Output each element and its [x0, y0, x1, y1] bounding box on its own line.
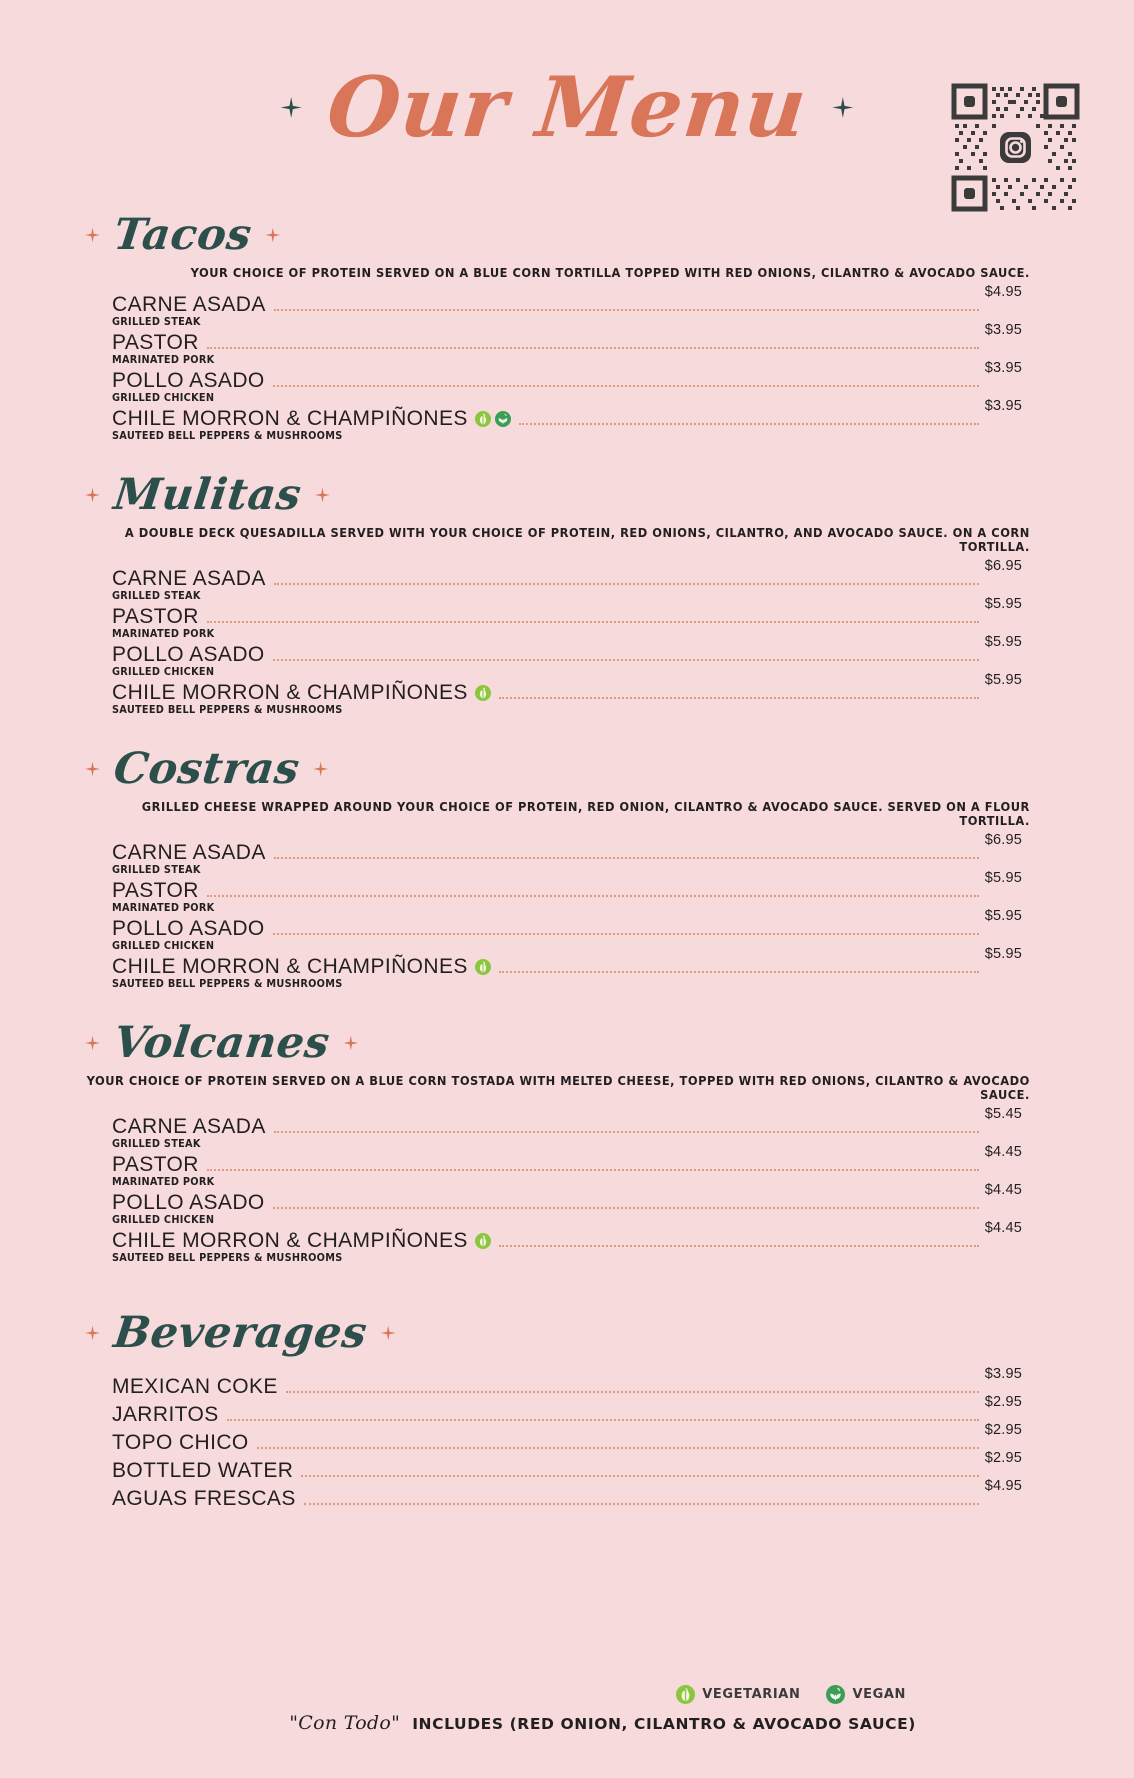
menu-item-price: $4.95 — [984, 284, 1022, 300]
leader-dots — [273, 1207, 979, 1209]
menu-item-line — [112, 1422, 1022, 1455]
menu-item-line — [112, 1366, 1022, 1399]
menu-section-costras — [0, 740, 1134, 990]
menu-item-name: POLLO ASADO — [112, 917, 265, 940]
menu-item-price: $3.95 — [984, 1366, 1022, 1382]
menu-item — [112, 1106, 1022, 1150]
menu-header — [0, 0, 1134, 200]
menu-item-description: SAUTEED BELL PEPPERS & MUSHROOMS — [112, 430, 343, 442]
menu-item-name: CHILE MORRON & CHAMPIÑONES — [112, 1229, 468, 1252]
menu-item-price: $4.45 — [984, 1220, 1022, 1236]
legend-label: VEGAN — [852, 1687, 906, 1702]
leader-dots — [207, 1169, 979, 1171]
menu-item — [112, 558, 1022, 602]
menu-item-description: SAUTEED BELL PEPPERS & MUSHROOMS — [112, 1252, 343, 1264]
menu-section-mulitas — [0, 466, 1134, 716]
menu-item-name: BOTTLED WATER — [112, 1459, 294, 1482]
leader-dots — [257, 1447, 979, 1449]
menu-item-price: $2.95 — [984, 1450, 1022, 1466]
menu-item — [112, 1366, 1022, 1399]
menu-item-name: PASTOR — [112, 879, 199, 902]
menu-item-price: $6.95 — [984, 558, 1022, 574]
star-decoration-icon — [85, 1036, 100, 1051]
menu-item-description: MARINATED PORK — [112, 354, 215, 366]
menu-item-line — [112, 1394, 1022, 1427]
item-diet-badges — [475, 411, 511, 427]
leader-dots — [286, 1391, 979, 1393]
menu-item — [112, 1422, 1022, 1455]
menu-item-line — [112, 284, 1022, 317]
menu-sections — [0, 206, 1134, 1511]
menu-item-price: $3.95 — [984, 398, 1022, 414]
menu-item-description: GRILLED STEAK — [112, 590, 201, 602]
section-title: Tacos — [110, 209, 255, 260]
instagram-qr-code-icon[interactable] — [950, 82, 1081, 213]
star-decoration-icon — [85, 762, 100, 777]
menu-item-price: $5.95 — [984, 870, 1022, 886]
menu-item-description: GRILLED STEAK — [112, 1138, 201, 1150]
menu-item-name: CHILE MORRON & CHAMPIÑONES — [112, 681, 468, 704]
section-title: Volcanes — [110, 1017, 333, 1068]
menu-item-description: GRILLED CHICKEN — [112, 1214, 215, 1226]
section-item-list — [0, 1366, 1134, 1511]
leader-dots — [207, 895, 979, 897]
menu-item — [112, 284, 1022, 328]
item-diet-badges — [475, 685, 491, 701]
menu-item-description: SAUTEED BELL PEPPERS & MUSHROOMS — [112, 978, 343, 990]
menu-item-name: PASTOR — [112, 1153, 199, 1176]
leader-dots — [274, 857, 979, 859]
menu-section-volcanes — [0, 1014, 1134, 1264]
section-title: Mulitas — [110, 469, 305, 520]
menu-footer — [0, 1685, 1134, 1734]
vegetarian-badge-icon — [475, 1233, 491, 1249]
menu-item-description: GRILLED STEAK — [112, 864, 201, 876]
leader-dots — [273, 659, 979, 661]
menu-item-price: $6.95 — [984, 832, 1022, 848]
menu-item — [112, 832, 1022, 876]
star-decoration-right-icon — [832, 97, 853, 118]
menu-item-line — [112, 558, 1022, 591]
menu-item-price: $5.95 — [984, 672, 1022, 688]
item-diet-badges — [475, 959, 491, 975]
leader-dots — [273, 385, 979, 387]
menu-item-name: POLLO ASADO — [112, 643, 265, 666]
vegetarian-badge-icon — [475, 411, 491, 427]
star-decoration-icon — [313, 762, 328, 777]
leader-dots — [499, 697, 979, 699]
menu-item-description: MARINATED PORK — [112, 902, 215, 914]
diet-legend — [0, 1685, 1134, 1704]
menu-item-name: POLLO ASADO — [112, 1191, 265, 1214]
star-decoration-icon — [315, 488, 330, 503]
section-header — [0, 206, 1134, 264]
star-decoration-icon — [85, 1326, 100, 1341]
menu-item-price: $4.95 — [984, 1478, 1022, 1494]
section-description: YOUR CHOICE OF PROTEIN SERVED ON A BLUE CORN TORTILLA TOPPED WITH RED ONIONS, CILANTRO & AVOCADO SAUCE. — [190, 266, 1030, 280]
star-decoration-icon — [343, 1036, 358, 1051]
menu-item-price: $2.95 — [984, 1394, 1022, 1410]
menu-item-description: GRILLED CHICKEN — [112, 392, 215, 404]
star-decoration-icon — [85, 488, 100, 503]
section-item-list — [0, 284, 1134, 442]
section-header — [0, 466, 1134, 524]
menu-item-price: $4.45 — [984, 1182, 1022, 1198]
section-item-list — [0, 832, 1134, 990]
page-title: Our Menu — [322, 58, 812, 156]
leader-dots — [304, 1503, 979, 1505]
menu-item-price: $4.45 — [984, 1144, 1022, 1160]
leader-dots — [301, 1475, 978, 1477]
con-todo-label: "Con Todo" — [289, 1712, 401, 1734]
menu-item-description: GRILLED CHICKEN — [112, 666, 215, 678]
menu-item-line — [112, 1478, 1022, 1511]
menu-item-name: MEXICAN COKE — [112, 1375, 278, 1398]
menu-item-line — [112, 1106, 1022, 1139]
menu-item-name: PASTOR — [112, 331, 199, 354]
leader-dots — [519, 423, 979, 425]
vegetarian-badge-icon — [475, 959, 491, 975]
menu-item-description: SAUTEED BELL PEPPERS & MUSHROOMS — [112, 704, 343, 716]
leader-dots — [207, 621, 979, 623]
menu-section-tacos — [0, 206, 1134, 442]
section-description: YOUR CHOICE OF PROTEIN SERVED ON A BLUE CORN TOSTADA WITH MELTED CHEESE, TOPPED WITH RED ONIONS, CILANTRO & AVOCADO SAUCE. — [86, 1074, 1030, 1102]
menu-item-price: $5.95 — [984, 908, 1022, 924]
vegetarian-badge-icon — [475, 685, 491, 701]
section-item-list — [0, 1106, 1134, 1264]
menu-item-price: $2.95 — [984, 1422, 1022, 1438]
section-description: GRILLED CHEESE WRAPPED AROUND YOUR CHOICE OF PROTEIN, RED ONION, CILANTRO & AVOCADO SAUCE. SERVED ON A FLOUR TORTILLA. — [141, 800, 1030, 828]
menu-item-name: CHILE MORRON & CHAMPIÑONES — [112, 407, 468, 430]
menu-item-name: TOPO CHICO — [112, 1431, 249, 1454]
vegetarian-badge-icon — [676, 1685, 695, 1704]
section-title: Costras — [110, 743, 303, 794]
leader-dots — [227, 1419, 979, 1421]
leader-dots — [274, 309, 979, 311]
menu-item-name: CHILE MORRON & CHAMPIÑONES — [112, 955, 468, 978]
menu-item-description: MARINATED PORK — [112, 628, 215, 640]
section-title: Beverages — [110, 1307, 370, 1358]
menu-item-price: $3.95 — [984, 360, 1022, 376]
section-header — [0, 1304, 1134, 1362]
section-header — [0, 740, 1134, 798]
vegan-badge-icon — [495, 411, 511, 427]
legend-item — [826, 1685, 906, 1704]
section-description: A DOUBLE DECK QUESADILLA SERVED WITH YOUR CHOICE OF PROTEIN, RED ONIONS, CILANTRO, AND AVOCADO SAUCE. ON A CORN TORTILLA. — [124, 526, 1030, 554]
menu-item-name: JARRITOS — [112, 1403, 219, 1426]
menu-item — [112, 1478, 1022, 1511]
menu-item-name: PASTOR — [112, 605, 199, 628]
menu-item-price: $5.95 — [984, 946, 1022, 962]
menu-section-beverages — [0, 1304, 1134, 1511]
item-diet-badges — [475, 1233, 491, 1249]
leader-dots — [499, 1245, 979, 1247]
menu-item-name: CARNE ASADA — [112, 1115, 266, 1138]
menu-item-name: CARNE ASADA — [112, 841, 266, 864]
menu-item-name: CARNE ASADA — [112, 293, 266, 316]
legend-item — [676, 1685, 800, 1704]
leader-dots — [499, 971, 979, 973]
menu-item-price: $5.45 — [984, 1106, 1022, 1122]
menu-item-line — [112, 1450, 1022, 1483]
star-decoration-icon — [85, 228, 100, 243]
leader-dots — [274, 583, 979, 585]
star-decoration-left-icon — [281, 97, 302, 118]
menu-item — [112, 1450, 1022, 1483]
legend-label: VEGETARIAN — [702, 1687, 801, 1702]
star-decoration-icon — [265, 228, 280, 243]
menu-item-price: $5.95 — [984, 596, 1022, 612]
menu-item-line — [112, 832, 1022, 865]
menu-item-price: $3.95 — [984, 322, 1022, 338]
menu-item-name: CARNE ASADA — [112, 567, 266, 590]
menu-item-name: AGUAS FRESCAS — [112, 1487, 296, 1510]
section-header — [0, 1014, 1134, 1072]
menu-item-description: GRILLED STEAK — [112, 316, 201, 328]
leader-dots — [207, 347, 979, 349]
leader-dots — [274, 1131, 979, 1133]
section-item-list — [0, 558, 1134, 716]
menu-item-description: MARINATED PORK — [112, 1176, 215, 1188]
con-todo-note — [0, 1712, 1134, 1734]
vegan-badge-icon — [826, 1685, 845, 1704]
menu-item-price: $5.95 — [984, 634, 1022, 650]
menu-item-description: GRILLED CHICKEN — [112, 940, 215, 952]
menu-item-name: POLLO ASADO — [112, 369, 265, 392]
menu-item — [112, 1394, 1022, 1427]
leader-dots — [273, 933, 979, 935]
star-decoration-icon — [381, 1326, 396, 1341]
con-todo-includes: INCLUDES (RED ONION, CILANTRO & AVOCADO SAUCE) — [412, 1715, 916, 1733]
